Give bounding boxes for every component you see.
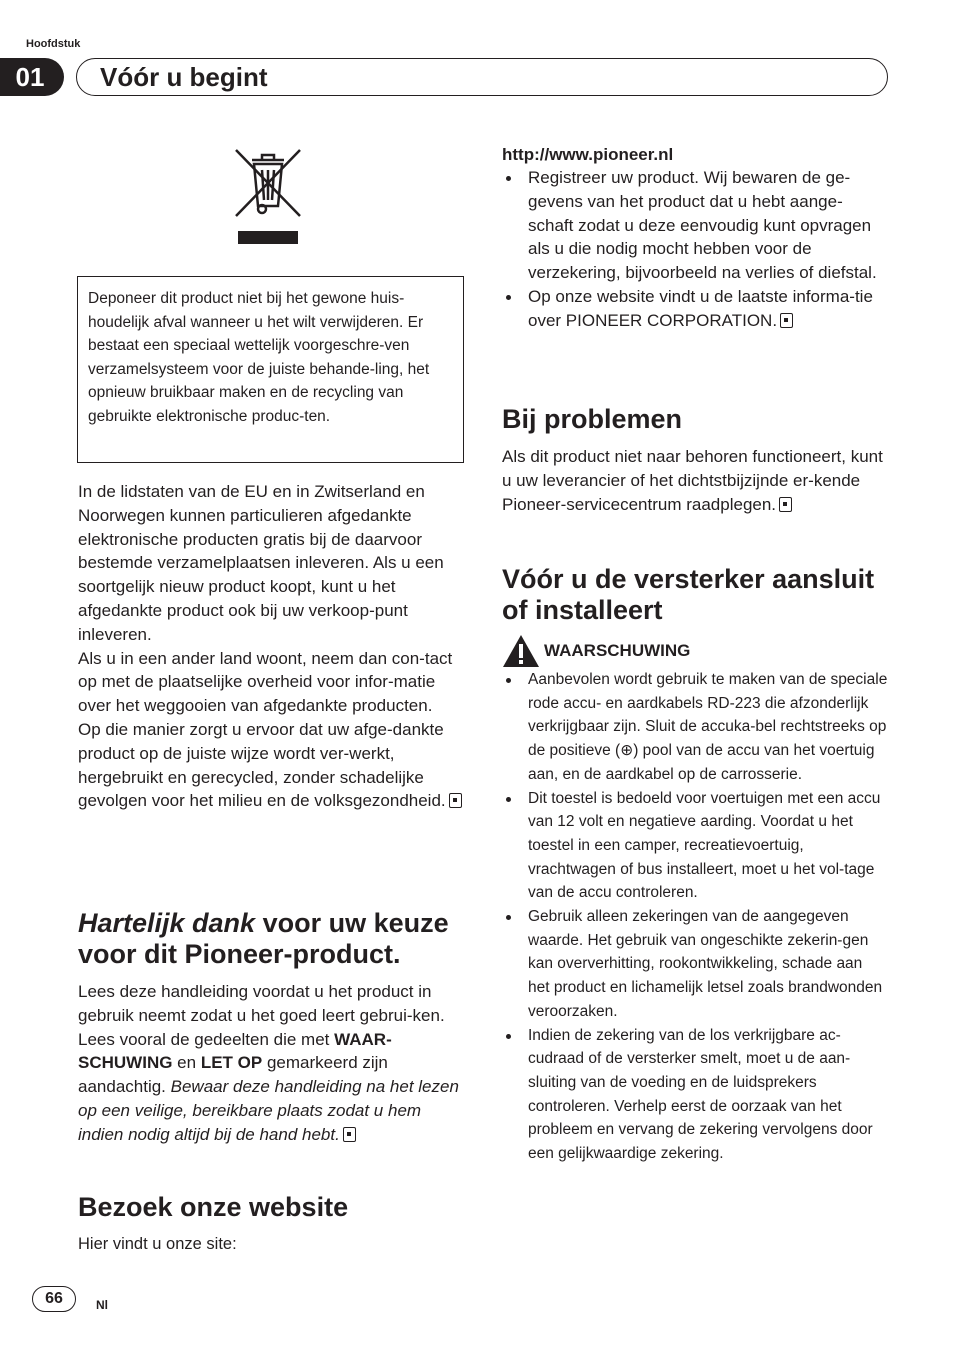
page-number: 66 xyxy=(32,1286,76,1312)
website-bullet-list xyxy=(502,166,888,333)
warning-label: WAARSCHUWING xyxy=(544,641,691,660)
thanks-section xyxy=(78,908,464,1147)
warning-header xyxy=(502,634,888,668)
disposal-notice-box xyxy=(77,276,464,463)
list-item xyxy=(502,668,888,787)
install-bullet-list xyxy=(502,668,888,1166)
install-section xyxy=(502,564,888,1166)
chapter-number: 01 xyxy=(0,58,64,96)
disposal-paragraph: Op die manier zorgt u ervoor dat uw afge-dankte product op de juiste wijze wordt ver-werkt, hergebruikt en gerecycled, zonder schadelijke gevolgen voor het milieu en de volksgezondheid. xyxy=(78,719,446,811)
thanks-heading-italic: Hartelijk dank xyxy=(78,908,256,938)
disposal-paragraph: Als u in een ander land woont, neem dan con-tact op met de plaatselijke overheid voor infor-matie over het weggooien van afgedankte producten. xyxy=(78,648,453,716)
warning-triangle-icon xyxy=(502,634,540,668)
install-heading: Vóór u de versterker aansluit of installeert xyxy=(502,564,875,625)
list-item: Indien de zekering van de los verkrijgbare ac-cudraad of de versterker smelt, moet u de aan-sluiting van de voeding en de luidsprekers controleren. Verhelp eerst de oorzaak van het probleem en vervang de zekering vervolgens door een gelijkwaardige zekering. xyxy=(502,1024,888,1166)
problems-section xyxy=(502,404,888,516)
list-item-text: ) pool van de accu van het voertuig aan, en de aardkabel op de carrosserie. xyxy=(528,742,875,783)
thanks-text-part: Lees deze handleiding voordat u het product in gebruik neemt zodat u het goed leert gebrui-ken. Lees vooral de gedeelten die met xyxy=(78,982,445,1049)
list-item: Registreer uw product. Wij bewaren de ge-gevens van het product dat u hebt aange-schaft zodat u deze eenvoudig kunt opvragen als u die nodig mocht hebben voor de verzekering, bijvoorbeeld na verlies of diefstal. xyxy=(502,166,888,285)
website-heading: Bezoek onze website xyxy=(78,1192,349,1222)
warning-term: WAAR-SCHUWING xyxy=(78,1029,392,1073)
list-item-text: Op onze website vindt u de laatste informa-tie over PIONEER CORPORATION. xyxy=(528,286,873,330)
end-mark-icon xyxy=(449,793,462,808)
end-mark-icon xyxy=(779,497,792,512)
disposal-paragraph: In de lidstaten van de EU en in Zwitserland en Noorwegen kunnen particulieren afgedankte elektronische producten gratis bij de daarvoor bestemde verzamelplaatsen inleveren. Als u een soortgelijk nieuw product koopt, kunt u het afgedankte product ook bij uw verkoop-punt inleveren. xyxy=(78,482,444,644)
website-intro: Hier vindt u onze site: xyxy=(78,1235,237,1253)
thanks-italic-text: Bewaar deze handleiding na het lezen op een veilige, bereikbare plaats zodat u hem indien nodig altijd bij de hand hebt. xyxy=(78,1077,459,1144)
website-url[interactable]: http://www.pioneer.nl xyxy=(502,145,674,164)
chapter-title: Vóór u begint xyxy=(100,62,268,92)
disposal-section xyxy=(78,480,464,813)
list-item: Gebruik alleen zekeringen van de aangegeven waarde. Het gebruik van ongeschikte zekerin-gen kan oververhitting, rookontwikkeling, schade aan het product en lichamelijk letsel zoals brandwonden veroorzaken. xyxy=(502,905,888,1024)
chapter-label: Hoofdstuk xyxy=(26,38,81,50)
website-continued xyxy=(502,144,888,333)
thanks-heading-rest: voor uw keuze voor dit Pioneer-product. xyxy=(78,908,449,969)
problems-text: Als dit product niet naar behoren functioneert, kunt u uw leverancier of het dichtstbijzijnde er-kende Pioneer-servicecentrum raadplegen. xyxy=(502,447,883,514)
end-mark-icon xyxy=(343,1127,356,1142)
thanks-text xyxy=(78,980,464,1147)
thanks-text-part: en xyxy=(172,1053,201,1073)
list-item xyxy=(502,285,888,333)
language-code: Nl xyxy=(96,1298,108,1312)
thanks-heading xyxy=(78,908,464,970)
crossed-out-wheelie-bin-icon xyxy=(232,146,304,246)
list-item: Dit toestel is bedoeld voor voertuigen met een accu van 12 volt en negatieve aarding. Voordat u het toestel in een camper, recreatievoertuig, vrachtwagen of bus installeert, moet u het vol-tage van de accu controleren. xyxy=(502,787,888,906)
problems-heading: Bij problemen xyxy=(502,404,683,434)
plus-symbol: ⊕ xyxy=(620,742,634,760)
disposal-notice-text: Deponeer dit product niet bij het gewone huis-houdelijk afval wanneer u het wilt verwijderen. Er bestaat een speciaal wettelijk voorgeschre-ven verzamelsysteem voor de juiste behande-ling, het opnieuw bruikbaar maken en de recycling van gebruikte elektronische produc-ten. xyxy=(88,290,430,425)
end-mark-icon xyxy=(780,313,793,328)
website-section xyxy=(78,1192,464,1257)
caution-term: LET OP xyxy=(200,1053,263,1073)
thanks-text-part: gemarkeerd zijn aandachtig. xyxy=(78,1053,388,1097)
list-item-text: Aanbevolen wordt gebruik te maken van de speciale rode accu- en aardkabels RD-223 die afzonderlijk verkrijgbaar zijn. Sluit de accuka-bel rechtstreeks op de positieve ( xyxy=(528,671,888,760)
